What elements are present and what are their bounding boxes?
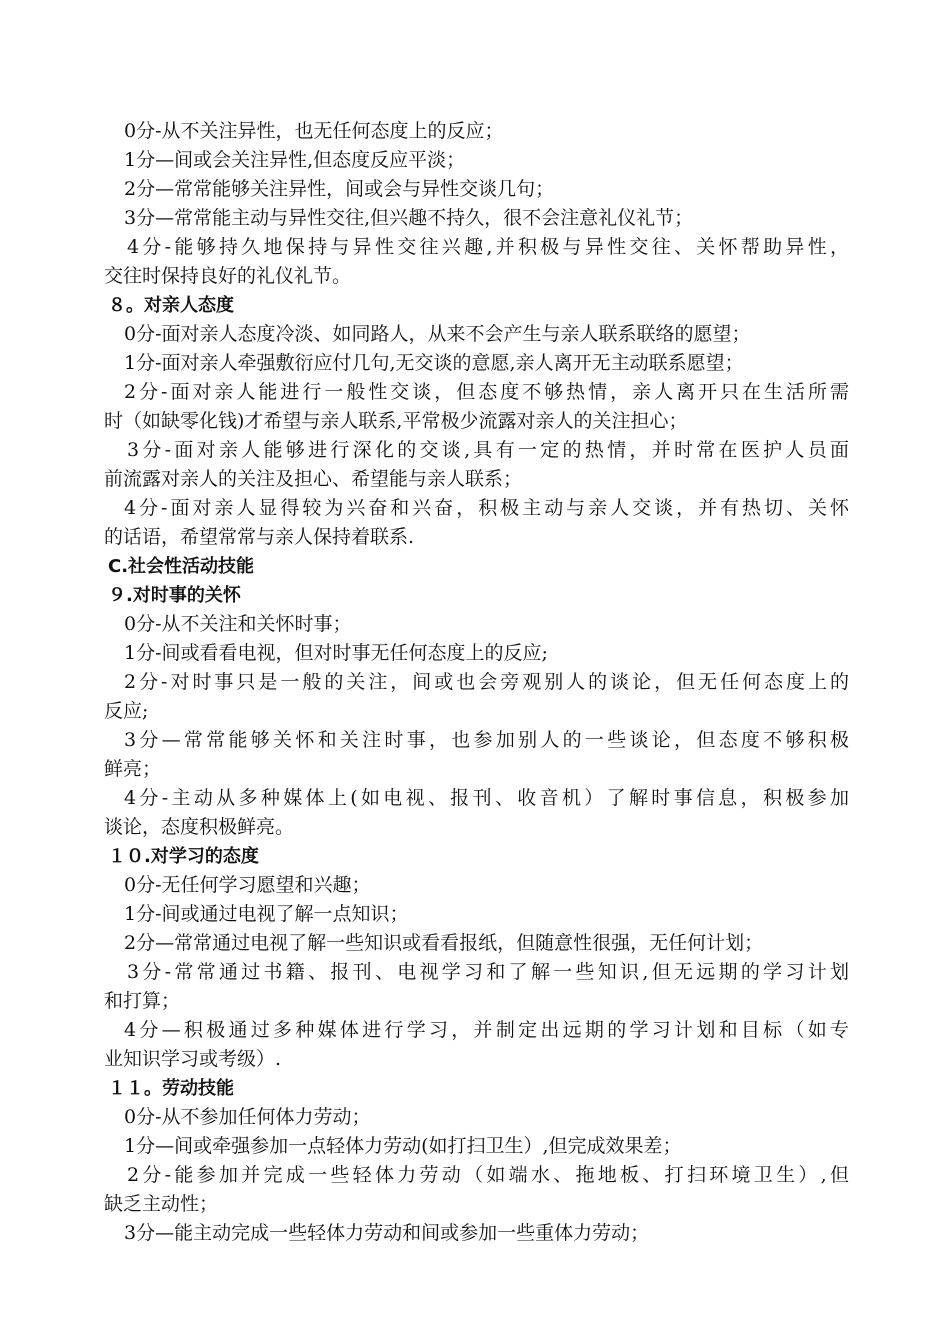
paragraph-continuation: 的话语，希望常常与亲人保持着联系. xyxy=(104,526,415,548)
document-page xyxy=(104,117,849,1248)
score-item: 0分-面对亲人态度冷淡、如同路人，从来不会产生与亲人联系联络的愿望； xyxy=(124,323,751,345)
section-heading: １１。劳动技能 xyxy=(108,1078,234,1099)
score-item: 3分—常常能够关怀和关注时事，也参加别人的一些谈论，但态度不够积极 xyxy=(124,729,849,751)
score-item: 1分-间或看看电视，但对时事无任何态度上的反应; xyxy=(124,642,548,664)
score-item: 1分-面对亲人牵强敷衍应付几句,无交谈的意愿,亲人离开无主动联系愿望； xyxy=(124,352,744,374)
score-item: 0分-从不关注异性，也无任何态度上的反应； xyxy=(124,120,504,142)
score-item: 3分-面对亲人能够进行深化的交谈,具有一定的热情，并时常在医护人员面 xyxy=(127,439,849,461)
score-item: 3分-常常通过书籍、报刊、电视学习和了解一些知识,但无远期的学习计划 xyxy=(127,961,849,983)
score-item: 0分-从不参加任何体力劳动； xyxy=(124,1106,371,1128)
score-item: 1分-间或通过电视了解一点知识； xyxy=(124,903,409,925)
score-item: 3分—常常能主动与异性交往,但兴趣不持久，很不会注意礼仪礼节； xyxy=(124,207,694,229)
section-heading: ８。对亲人态度 xyxy=(108,295,234,316)
paragraph-continuation: 反应; xyxy=(104,700,149,722)
score-item: 2分-面对亲人能进行一般性交谈，但态度不够热情，亲人离开只在生活所需 xyxy=(124,381,849,403)
score-item: 4分-面对亲人显得较为兴奋和兴奋，积极主动与亲人交谈，并有热切、关怀 xyxy=(124,497,849,519)
score-item: 1分—间或牵强参加一点轻体力劳动(如打扫卫生）,但完成效果差； xyxy=(124,1135,682,1157)
paragraph-continuation: 和打算； xyxy=(104,990,181,1012)
score-item: 2分—常常通过电视了解一些知识或看看报纸，但随意性很强，无任何计划； xyxy=(124,932,764,954)
score-item: 2分-对时事只是一般的关注，间或也会旁观别人的谈论，但无任何态度上的 xyxy=(124,671,849,693)
paragraph-continuation: 时（如缺零化钱)才希望与亲人联系,平常极少流露对亲人的关注担心； xyxy=(104,410,688,432)
paragraph-continuation: 鲜亮； xyxy=(104,758,162,780)
paragraph-continuation: 前流露对亲人的关注及担心、希望能与亲人联系； xyxy=(104,468,523,490)
score-item: 0分-从不关注和关怀时事； xyxy=(124,613,352,635)
score-item: 3分—能主动完成一些轻体力劳动和间或参加一些重体力劳动； xyxy=(124,1222,650,1244)
paragraph-continuation: 交往时保持良好的礼仪礼节。 xyxy=(104,265,352,287)
score-item: 2分-能参加并完成一些轻体力劳动（如端水、拖地板、打扫环境卫生）,但 xyxy=(127,1164,849,1186)
paragraph-continuation: 谈论，态度积极鲜亮。 xyxy=(104,816,295,838)
section-heading: C.社会性活动技能 xyxy=(108,556,255,577)
section-heading: ９.对时事的关怀 xyxy=(108,585,241,606)
score-item: 1分—间或会关注异性,但态度反应平淡； xyxy=(124,149,466,171)
paragraph-continuation: 业知识学习或考级）. xyxy=(104,1048,282,1070)
score-item: 0分-无任何学习愿望和兴趣； xyxy=(124,874,371,896)
score-item: 4分—积极通过多种媒体进行学习，并制定出远期的学习计划和目标（如专 xyxy=(124,1019,849,1041)
section-heading: １０.对学习的态度 xyxy=(108,846,259,867)
score-item: 4分-主动从多种媒体上(如电视、报刊、收音机）了解时事信息，积极参加 xyxy=(124,787,849,809)
score-item: 4分-能够持久地保持与异性交往兴趣,并积极与异性交往、关怀帮助异性， xyxy=(127,236,849,258)
score-item: 2分—常常能够关注异性，间或会与异性交谈几句； xyxy=(124,178,555,200)
paragraph-continuation: 缺乏主动性； xyxy=(104,1193,219,1215)
